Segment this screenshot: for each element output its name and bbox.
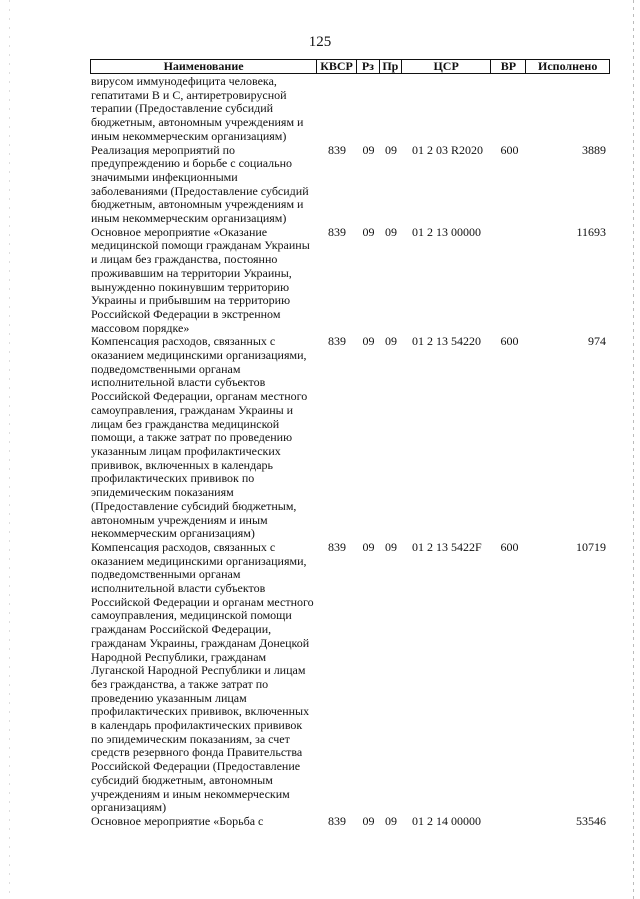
page-number: 125	[308, 34, 332, 50]
row-rz	[357, 75, 380, 144]
table-row	[90, 226, 610, 336]
row-kvsr: 839	[328, 813, 346, 828]
row-pr: 09	[385, 224, 397, 239]
scan-edge-right	[633, 0, 634, 899]
row-kvsr: 839	[328, 142, 346, 157]
row-pr: 09	[385, 813, 397, 828]
row-name: Компенсация расходов, связанных с оказанием медицинскими организациями, подведомственными органам исполнительной власти субъектов Российской Федерации, органам местного самоуправления, гражданам Украины и лицам без гражданства медицинской помощи, а также затрат по проведению указанным лицам профилактических прививок, включенных в календарь профилактических прививок по эпидемическим показаниям (Предоставление субсидий бюджетным, автономным учреждениям и иным некоммерческим организациям)	[91, 334, 308, 541]
row-vr	[492, 75, 527, 144]
row-kvsr: 839	[328, 334, 346, 349]
table-row	[90, 335, 610, 541]
table-row	[90, 815, 610, 829]
row-done: 974	[588, 334, 606, 349]
row-pr: 09	[385, 142, 397, 157]
row-csr: 01 2 13 54220	[412, 334, 481, 349]
table-row	[90, 75, 610, 144]
table-row	[90, 541, 610, 815]
header-vr: ВР	[491, 60, 526, 73]
budget-table	[90, 59, 610, 829]
row-name: вирусом иммунодефицита человека, гепатитами В и С, антиретровирусной терапии (Предоставление субсидий бюджетным, автономным учреждениям и иным некоммерческим организациям)	[91, 74, 304, 143]
row-vr: 600	[500, 539, 519, 554]
row-kvsr	[317, 75, 357, 144]
row-name: Реализация мероприятий по предупреждению и борьбе с социально значимыми инфекционными заболеваниями (Предоставление субсидий бюджетным, автономным учреждениям и иным некоммерческим организациям)	[91, 142, 309, 226]
row-csr: 01 2 13 00000	[412, 224, 481, 239]
row-name: Основное мероприятие «Оказание медицинской помощи гражданам Украины и лицам без гражданства, постоянно проживавшим на территории Украины, вынужденно покинувшим территорию Украины и прибывшим на территорию Российской Федерации в экстренном массовом порядке»	[91, 224, 310, 335]
row-pr: 09	[385, 539, 397, 554]
row-vr: 600	[500, 142, 519, 157]
row-rz: 09	[362, 334, 375, 349]
row-done: 10719	[576, 539, 606, 554]
header-kvsr: КВСР	[317, 60, 357, 73]
row-name: Основное мероприятие «Борьба с	[91, 813, 264, 828]
row-rz: 09	[362, 142, 375, 157]
row-rz: 09	[362, 224, 375, 239]
row-done: 11693	[576, 224, 606, 239]
header-name: Наименование	[91, 60, 317, 73]
row-csr: 01 2 03 R2020	[412, 142, 484, 157]
row-kvsr: 839	[328, 539, 346, 554]
table-header	[90, 59, 610, 74]
header-rz: Рз	[357, 60, 380, 73]
row-csr	[402, 75, 492, 144]
row-vr: 600	[500, 334, 519, 349]
row-vr	[492, 815, 527, 829]
row-vr	[492, 226, 527, 336]
header-csr: ЦСР	[402, 60, 492, 73]
row-done: 3889	[582, 142, 606, 157]
row-rz: 09	[362, 813, 375, 828]
row-csr: 01 2 13 5422F	[412, 539, 482, 554]
header-pr: Пр	[380, 60, 402, 73]
row-pr: 09	[385, 334, 397, 349]
row-done: 53546	[576, 813, 606, 828]
row-rz: 09	[362, 539, 375, 554]
row-kvsr: 839	[328, 224, 346, 239]
row-pr	[380, 75, 402, 144]
row-done	[527, 75, 610, 144]
row-csr: 01 2 14 00000	[412, 813, 481, 828]
header-done: Исполнено	[538, 59, 598, 73]
table-row	[90, 144, 610, 226]
row-name: Компенсация расходов, связанных с оказанием медицинскими организациями, подведомственными органам исполнительной власти субъектов Российской Федерации и органам местного самоуправления, медицинской помощи гражданам Российской Федерации, гражданам Украины, гражданам Донецкой Народной Республики, гражданам Луганской Народной Республики и лицам без гражданства, а также затрат по проведению указанным лицам профилактических прививок, включенных в календарь профилактических прививок по эпидемическим показаниям, за счет средств резервного фонда Правительства Российской Федерации (Предоставление субсидий бюджетным, автономным учреждениям и иным некоммерческим организациям)	[91, 539, 314, 815]
scan-edge-left	[9, 0, 10, 899]
